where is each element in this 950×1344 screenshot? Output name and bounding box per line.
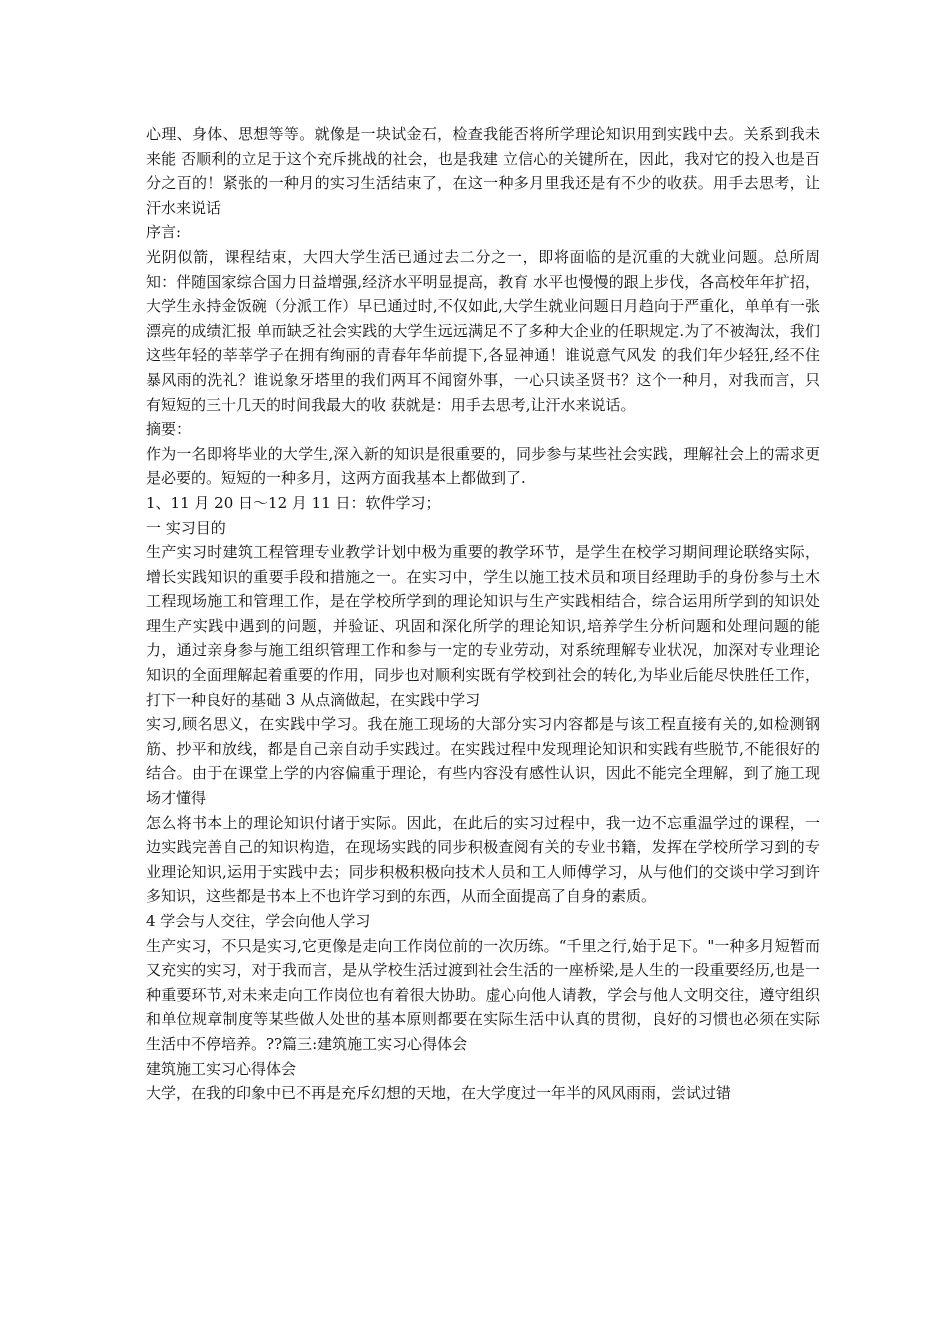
paragraph-intro: 心理、身体、思想等等。就像是一块试金石，检查我能否将所学理论知识用到实践中去。关系到我未来能 否顺利的立足于这个充斥挑战的社会，也是我建 立信心的关键所在，因此，我对它的投入也是百分之百的！紧张的一种月的实习生活结束了，在这一种多月里我还是有不少的收获。用手去思考，让汗水来说话 bbox=[146, 125, 820, 217]
paragraph-interaction: 生产实习，不只是实习,它更像是走向工作岗位前的一次历练。“千里之行,始于足下。"一种多月短暂而又充实的实习，对于我而言，是从学校生活过渡到社会生活的一座桥梁,是人生的一段重要经历,也是一种重要环节,对未来走向工作岗位也有着很大协助。虚心向他人请教，学会与他人文明交往，遵守组织和单位规章制度等某些做人处世的基本原则都要在实际生活中认真的贯彻，良好的习惯也必须在实际生活中不停培养。??篇三:建筑施工实习心得体会 bbox=[146, 936, 820, 1053]
heading-purpose: 一 实习目的 bbox=[146, 518, 226, 537]
paragraph-practice: 实习,顾名思义，在实践中学习。我在施工现场的大部分实习内容都是与该工程直接有关的,如检测钢筋、抄平和放线，都是自己亲自动手实践过。在实践过程中发现理论知识和实践有些脱节,不能很好的结合。由于在课堂上学的内容偏重于理论，有些内容没有感性认识，因此不能完全理解，到了施工现场才懂得 bbox=[146, 715, 820, 808]
document-page bbox=[146, 122, 820, 1106]
heading-abstract: 摘要： bbox=[146, 420, 192, 439]
paragraph-preface: 光阴似箭，课程结束，大四大学生活已通过去二分之一，即将面临的是沉重的大就业问题。总所周知：伴随国家综合国力日益增强,经济水平明显提高，教育 水平也慢慢的跟上步伐，各高校年年扩招，大学生永持金饭碗（分派工作）早已通过时,不仅如此,大学生就业问题日月趋向于严重化，单单有一张漂亮的成绩汇报 单而缺乏社会实践的大学生远远满足不了多种大企业的任职规定.为了不被淘汰，我们这些年轻的莘莘学子在拥有绚丽的青春年华前提下,各显神通！谁说意气风发 的我们年少轻狂,经不住暴风雨的洗礼？谁说象牙塔里的我们两耳不闻窗外事，一心只读圣贤书？这个一种月，对我而言，只有短短的三十几天的时间我最大的收 获就是：用手去思考,让汗水来说话。 bbox=[146, 247, 820, 414]
paragraph-university: 大学，在我的印象中已不再是充斥幻想的天地，在大学度过一年半的风风雨雨，尝试过错 bbox=[146, 1084, 732, 1103]
paragraph-theory: 怎么将书本上的理论知识付诸于实际。因此，在此后的实习过程中，我一边不忘重温学过的课程，一边实践完善自己的知识构造，在现场实践的同步积极查阅有关的专业书籍，发挥在学校所学习到的专业理论知识,运用于实践中去；同步积极积极向技术人员和工人师傅学习，从与他们的交谈中学习到许多知识，这些都是书本上不也许学习到的东西，从而全面提高了自身的素质。 bbox=[146, 813, 820, 906]
heading-schedule: 1、11 月 20 日～12 月 11 日：软件学习； bbox=[146, 493, 441, 512]
heading-construction-experience: 建筑施工实习心得体会 bbox=[146, 1059, 297, 1078]
heading-interaction: 4 学会与人交往，学会向他人学习 bbox=[146, 912, 371, 930]
heading-preface: 序言: bbox=[146, 223, 182, 242]
paragraph-abstract: 作为一名即将毕业的大学生,深入新的知识是很重要的，同步参与某些社会实践，理解社会上的需求更是必要的。短短的一种多月，这两方面我基本上都做到了. bbox=[146, 444, 820, 488]
paragraph-purpose: 生产实习时建筑工程管理专业教学计划中极为重要的教学环节，是学生在校学习期间理论联络实际，增长实践知识的重要手段和措施之一。在实习中，学生以施工技术员和项目经理助手的身份参与土木工程现场施工和管理工作，是在学校所学到的理论知识与生产实践相结合，综合运用所学到的知识处理生产实践中遇到的问题，并验证、巩固和深化所学的理论知识,培养学生分析问题和处理问题的能力，通过亲身参与施工组织管理工作和参与一定的专业劳动，对系统理解专业状况，加深对专业理论知识的全面理解起着重要的作用，同步也对顺利实既有学校到社会的转化,为毕业后能尽快胜任工作，打下一种良好的基础 3 从点滴做起，在实践中学习 bbox=[146, 543, 820, 709]
